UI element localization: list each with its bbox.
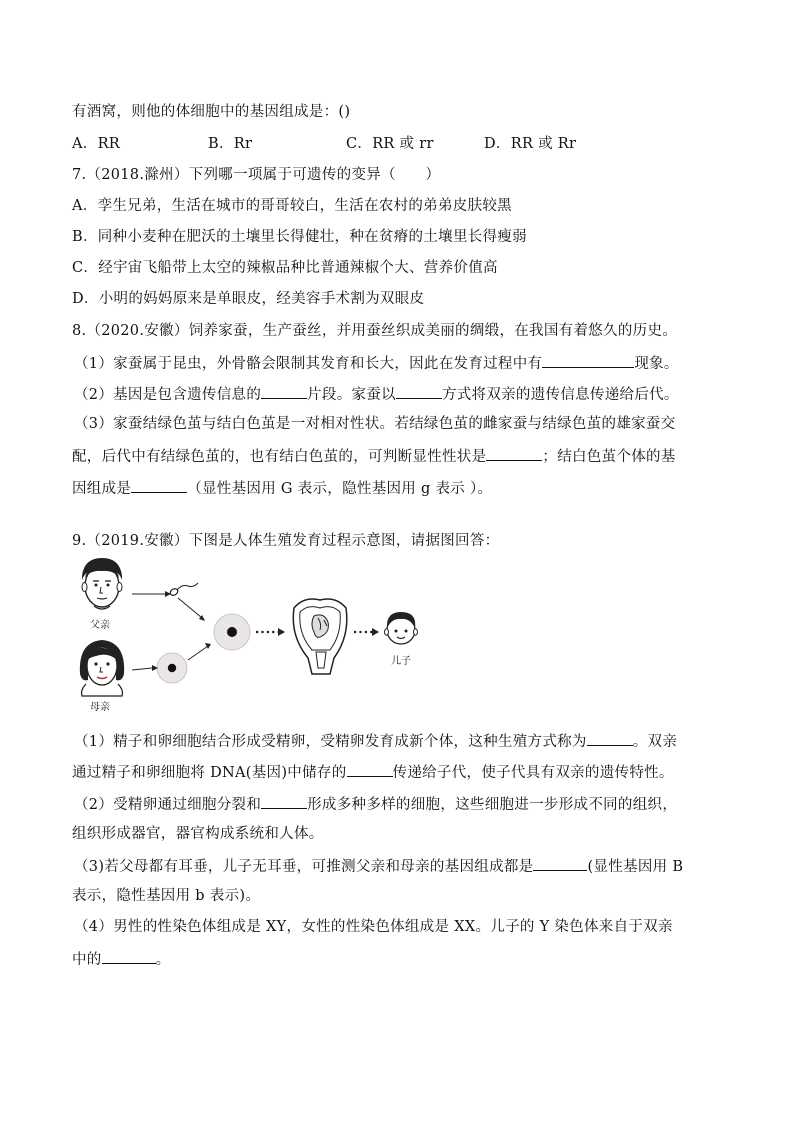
answer-blank[interactable]	[533, 855, 587, 871]
q7-option-c: C．经宇宙飞船带上太空的辣椒品种比普通辣椒个大、营养价值高	[72, 260, 498, 276]
arrow-sperm-to-zygote	[178, 598, 202, 618]
q9-part4-line2: 中的 。	[72, 948, 170, 970]
answer-blank[interactable]	[261, 793, 307, 809]
q9-part3-line1: （3)若父母都有耳垂，儿子无耳垂，可推测父亲和母亲的基因组成都是 (显性基因用 B	[74, 855, 683, 877]
uterus-fetus-icon	[293, 599, 347, 674]
answer-blank[interactable]	[486, 445, 542, 461]
arrow-mother-to-egg	[132, 668, 152, 670]
mother-label: 母亲	[90, 702, 110, 713]
q8-part3-line1: （3）家蚕结绿色茧与结白色茧是一对相对性状。若结绿色茧的雌家蚕与结绿色茧的雄家蚕交	[74, 416, 676, 432]
arrow-egg-to-zygote	[188, 646, 208, 660]
answer-blank[interactable]	[347, 761, 393, 777]
q9-part1-line2: 通过精子和卵细胞将 DNA(基因)中储存的 传递给子代，使子代具有双亲的遗传特性。	[72, 761, 674, 783]
q6-option-b: B．Rr	[208, 136, 253, 152]
q9-part3-line2: 表示，隐性基因用 b 表示)。	[72, 888, 261, 904]
reproduction-diagram	[72, 556, 432, 716]
q7-option-b: B．同种小麦种在肥沃的土壤里长得健壮，种在贫瘠的土壤里长得瘦弱	[72, 229, 527, 245]
q7-option-d: D．小明的妈妈原来是单眼皮，经美容手术割为双眼皮	[72, 291, 425, 307]
arrowhead	[205, 643, 211, 649]
q9-part2-line1: （2）受精卵通过细胞分裂和 形成多种多样的细胞，这些细胞进一步形成不同的组织，	[74, 793, 677, 815]
zygote-icon	[214, 614, 250, 650]
q6-options	[72, 134, 722, 154]
q6-option-c: C．RR 或 rr	[346, 136, 434, 152]
q8-stem: 8.（2020.安徽）饲养家蚕，生产蚕丝，并用蚕丝织成美丽的绸缎，在我国有着悠久的历史。	[72, 323, 678, 339]
arrowhead	[372, 628, 379, 636]
answer-blank[interactable]	[261, 383, 307, 399]
son-label: 儿子	[391, 656, 411, 667]
arrowhead	[278, 628, 285, 636]
answer-blank[interactable]	[131, 477, 187, 493]
q8-part2: （2）基因是包含遗传信息的 片段。家蚕以 方式将双亲的遗传信息传递给后代。	[74, 383, 679, 405]
q6-stem-tail: 有酒窝，则他的体细胞中的基因组成是：()	[72, 104, 351, 120]
son-face-icon	[385, 612, 418, 644]
q9-part1-line1: （1）精子和卵细胞结合形成受精卵，受精卵发育成新个体，这种生殖方式称为 。双亲	[74, 730, 677, 752]
reproduction-diagram-svg	[72, 556, 432, 716]
sperm-icon	[169, 583, 198, 597]
answer-blank[interactable]	[102, 948, 156, 964]
q8-part3-line2: 配，后代中有结绿色茧的，也有结白色茧的，可判断显性性状是 ；结白色茧个体的基	[72, 445, 676, 467]
egg-cell-icon	[157, 653, 187, 683]
father-face-icon	[82, 558, 122, 609]
q7-stem: 7.（2018.滁州）下列哪一项属于可遗传的变异（ ）	[72, 167, 441, 183]
mother-face-icon	[80, 640, 124, 696]
q6-option-d: D．RR 或 Rr	[484, 136, 577, 152]
answer-blank[interactable]	[587, 730, 633, 746]
q8-part1: （1）家蚕属于昆虫，外骨骼会限制其发育和长大，因此在发育过程中有 现象。	[74, 352, 679, 374]
answer-blank[interactable]	[396, 383, 442, 399]
father-label: 父亲	[90, 620, 110, 631]
q6-option-a: A．RR	[72, 136, 121, 152]
q8-part3-line3: 因组成是 （显性基因用 G 表示，隐性基因用 g 表示 ）。	[72, 477, 492, 499]
q9-part2-line2: 组织形成器官，器官构成系统和人体。	[72, 826, 324, 842]
answer-blank[interactable]	[542, 352, 634, 368]
q9-part4-line1: （4）男性的性染色体组成是 XY，女性的性染色体组成是 XX。儿子的 Y 染色体来自于双亲	[74, 919, 673, 935]
q9-stem: 9.（2019.安徽）下图是人体生殖发育过程示意图，请据图回答：	[72, 533, 500, 549]
q7-option-a: A．孪生兄弟，生活在城市的哥哥较白，生活在农村的弟弟皮肤较黑	[72, 198, 512, 214]
